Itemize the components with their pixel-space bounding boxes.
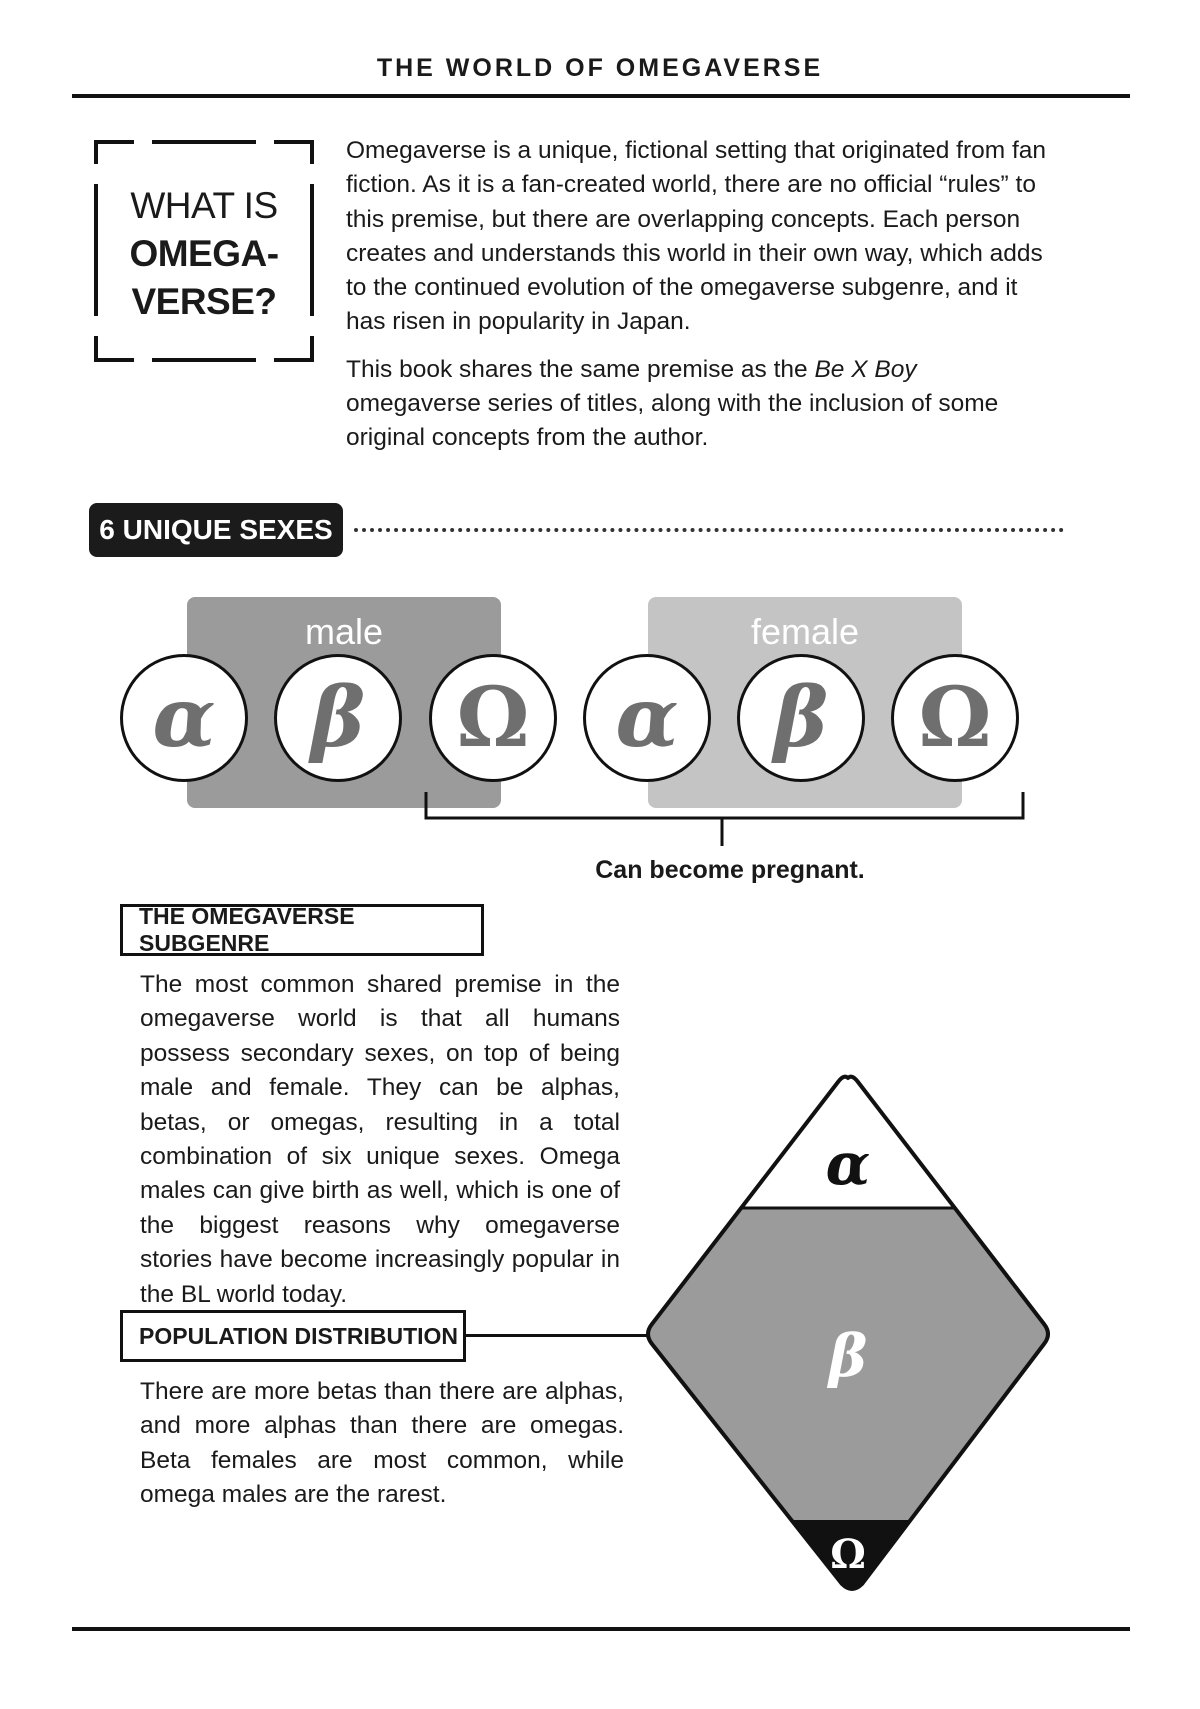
what-is-heading	[94, 182, 314, 326]
diamond-omega-symbol: Ω	[830, 1531, 866, 1578]
female-group-label: female	[750, 611, 860, 652]
what-is-line1: WHAT IS	[130, 185, 278, 226]
pregnant-caption: Can become pregnant.	[595, 856, 865, 884]
intro-p2-before: This book shares the same premise as the	[346, 355, 815, 383]
page-header-title: THE WORLD OF OMEGAVERSE	[376, 54, 824, 82]
intro-paragraph-2	[346, 353, 1046, 456]
alpha-female-symbol: α	[583, 654, 711, 782]
pregnant-bracket	[420, 790, 1030, 850]
intro-p2-after: omegaverse series of titles, along with the inclusion of some original concepts from the author.	[346, 390, 999, 452]
male-group-label: male	[304, 611, 384, 652]
population-connector	[466, 1334, 648, 1337]
population-body: There are more betas than there are alphas, and more alphas than there are omegas. Beta females are most common, while omega males are the rarest.	[140, 1378, 624, 1509]
alpha-male-symbol: α	[120, 654, 248, 782]
intro-paragraph-1: Omegaverse is a unique, fictional setting that originated from fan fiction. As it is a fan-created world, there are no official “rules” to this premise, but there are overlapping concepts. Each person creates and understands this world in their own way, which adds to the continued evolution of the omegaverse subgenre, and it has risen in popularity in Japan.	[346, 137, 1046, 336]
beta-male-symbol: β	[274, 654, 402, 782]
intro-p2-title: Be X Boy	[814, 355, 917, 383]
six-sexes-heading: 6 UNIQUE SEXES	[89, 503, 343, 557]
what-is-line3: VERSE?	[131, 281, 277, 322]
what-is-line2: OMEGA-	[129, 233, 279, 274]
population-heading: POPULATION DISTRIBUTION	[120, 1310, 466, 1362]
subgenre-heading: THE OMEGAVERSE SUBGENRE	[120, 904, 484, 956]
header-rule	[72, 94, 1130, 98]
dotted-divider	[354, 528, 1064, 532]
diamond-beta-symbol: β	[828, 1322, 868, 1390]
intro-text	[346, 134, 1046, 456]
diamond-alpha-symbol: α	[825, 1130, 871, 1198]
beta-female-symbol: β	[737, 654, 865, 782]
population-diamond	[640, 1072, 1060, 1602]
footer-rule	[72, 1627, 1130, 1631]
omega-male-symbol: Ω	[429, 654, 557, 782]
omega-female-symbol: Ω	[891, 654, 1019, 782]
subgenre-body: The most common shared premise in the omegaverse world is that all humans possess secondary sexes, on top of being male and female. They can be alphas, betas, or omegas, resulting in a total combination of six unique sexes. Omega males can give birth as well, which is one of the biggest reasons why omegaverse stories have become increasingly popular in the BL world today.	[140, 971, 620, 1308]
